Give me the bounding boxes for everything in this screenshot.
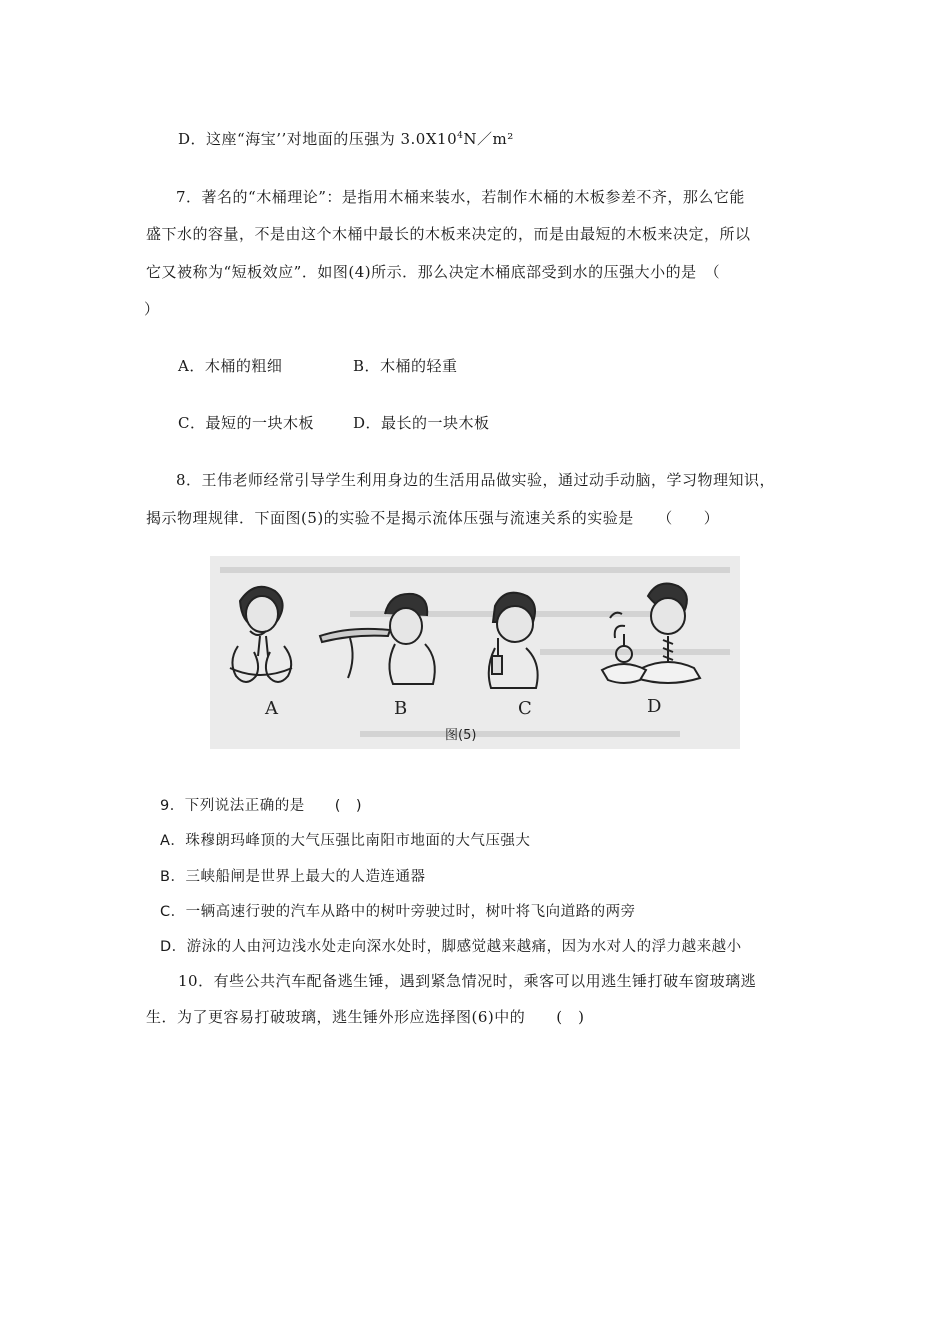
figure-5-experiments	[210, 556, 740, 749]
q10-line-2: 生．为了更容易打破玻璃，逃生锤外形应选择图(6)中的 ( )	[146, 1008, 585, 1026]
q8-line-1: 8．王伟老师经常引导学生利用身边的生活用品做实验，通过动手动脑，学习物理知识，	[176, 471, 776, 489]
q6-option-d: D．这座“海宝’’对地面的压强为 $3.0X10^4N/m^2$	[178, 130, 514, 148]
figure-d-drawing	[602, 584, 700, 683]
q7-option-b: B．木桶的轻重	[353, 357, 458, 375]
q7-option-a: A．木桶的粗细	[178, 357, 283, 375]
figure-5-illustration	[210, 556, 740, 749]
figure-label-c: C	[518, 698, 532, 719]
figure-caption: 图(5)	[445, 728, 477, 743]
figure-b-drawing	[320, 594, 435, 684]
figure-label-a: A	[265, 698, 278, 719]
q9-option-d: D．游泳的人由河边浅水处走向深水处时，脚感觉越来越痛，因为水对人的浮力越来越小	[160, 939, 742, 955]
q9-stem: 9．下列说法正确的是 ( )	[160, 798, 363, 814]
q7-line-1: 7．著名的“木桶理论”：是指用木桶来装水，若制作木桶的木板参差不齐，那么它能	[176, 188, 745, 206]
q9-option-a: A．珠穆朗玛峰顶的大气压强比南阳市地面的大气压强大	[160, 833, 531, 849]
figure-label-b: B	[394, 698, 408, 719]
figure-a-drawing	[230, 587, 292, 682]
q7-option-c: C．最短的一块木板	[178, 414, 314, 432]
figure-label-d: D	[647, 696, 662, 717]
q7-option-d: D．最长的一块木板	[353, 414, 490, 432]
q9-option-c: C．一辆高速行驶的汽车从路中的树叶旁驶过时，树叶将飞向道路的两旁	[160, 904, 636, 920]
q7-line-3: 它又被称为“短板效应”．如图(4)所示．那么决定木桶底部受到水的压强大小的是 （	[146, 263, 721, 281]
q7-line-4: ）	[144, 300, 160, 318]
q9-option-b: B．三峡船闸是世界上最大的人造连通器	[160, 869, 426, 885]
q8-line-2: 揭示物理规律．下面图(5)的实验不是揭示流体压强与流速关系的实验是 （ ）	[146, 509, 720, 527]
q7-line-2: 盛下水的容量，不是由这个木桶中最长的木板来决定的，而是由最短的木板来决定，所以	[146, 225, 751, 243]
figure-c-drawing	[489, 593, 538, 688]
q10-line-1: 10．有些公共汽车配备逃生锤，遇到紧急情况时，乘客可以用逃生锤打破车窗玻璃逃	[178, 972, 757, 990]
